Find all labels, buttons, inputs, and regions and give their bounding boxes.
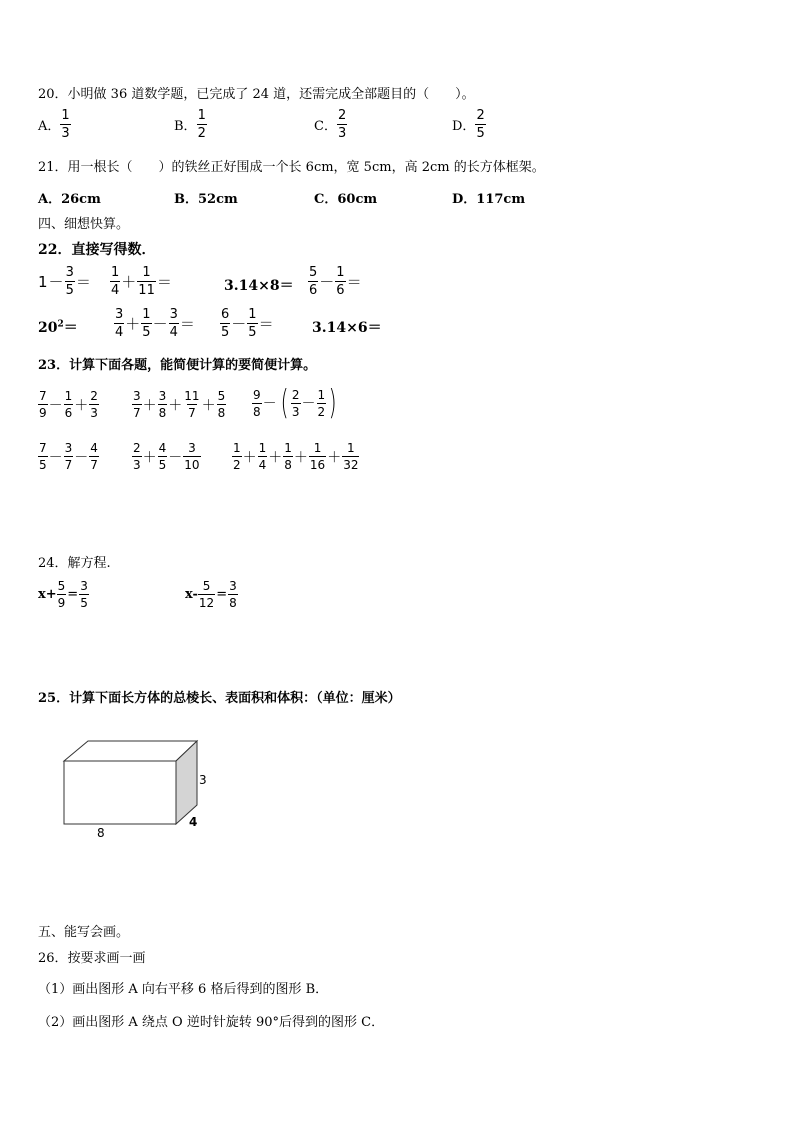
q22-expr-6: $\frac{3}{4}$ ＋ $\frac{1}{5}$ － $\frac{3}{4}$ ＝ (115, 307, 195, 340)
q26-title: 26．按要求画一画 (38, 951, 146, 966)
option-label: A． (38, 119, 61, 134)
cuboid-top-face (64, 741, 197, 761)
fraction: $\frac{1}{2}$ (197, 108, 206, 141)
fraction: $\frac{1}{3}$ (61, 108, 70, 141)
q24-title: 24．解方程. (38, 556, 111, 571)
q20-option-c (314, 109, 347, 140)
cuboid-side-face (176, 741, 197, 824)
q21-option-d: D．117cm (452, 192, 526, 207)
q22-expr-4: $\frac{5}{6}$ － $\frac{1}{6}$ ＝ (309, 265, 362, 298)
q20-option-b (174, 109, 207, 140)
cuboid-height-label: 3 (199, 773, 207, 787)
fraction: $\frac{2}{3}$ (337, 108, 347, 141)
option-label: C． (314, 119, 337, 134)
q26-part-1: （1）画出图形 A 向右平移 6 格后得到的图形 B． (38, 982, 329, 997)
q22-expr-2: $\frac{1}{4}$ ＋ $\frac{1}{11}$ ＝ (111, 265, 172, 298)
q26-part-2: （2）画出图形 A 绕点 O 逆时针旋转 90°后得到的图形 C． (38, 1015, 385, 1030)
q23-expr-2: $\frac{3}{7}$ ＋ $\frac{3}{8}$ ＋ $\frac{11}{7}$ ＋ $\frac{5}{8}$ (133, 389, 226, 420)
q22-expr-7: $\frac{6}{5}$ － $\frac{1}{5}$ ＝ (221, 307, 274, 340)
q22-title: 22．直接写得数． (38, 242, 156, 258)
right-paren: ) (328, 383, 337, 423)
q23-expr-4: $\frac{7}{5}$ － $\frac{3}{7}$ － $\frac{4}{7}$ (39, 441, 98, 472)
q22-expr-3: 3.14×8＝ (224, 278, 294, 294)
q24-equation-2: x- $\frac{5}{12}$ = $\frac{3}{8}$ (185, 579, 237, 610)
cuboid-width-label: 4 (189, 815, 198, 829)
q23-title: 23．计算下面各题，能简便计算的要简便计算。 (38, 358, 317, 373)
q22-expr-8: 3.14×6＝ (312, 320, 382, 336)
q22-expr-1: 1 － $\frac{3}{5}$ ＝ (38, 265, 91, 298)
q20-text: 20．小明做 36 道数学题，已完成了 24 道，还需完成全部题目的（ ）。 (38, 87, 475, 102)
q25-title: 25．计算下面长方体的总棱长、表面积和体积：（单位：厘米） (38, 691, 401, 706)
q23-expr-5: $\frac{2}{3}$ ＋ $\frac{4}{5}$ － $\frac{3}{10}$ (133, 441, 200, 472)
q21-option-a: A．26cm (38, 192, 101, 207)
section-5-heading: 五、能写会画。 (38, 925, 130, 940)
q22-expr-5: $20^2=$ (38, 319, 78, 336)
q20-option-a (38, 109, 71, 140)
left-paren: ( (280, 383, 289, 423)
cuboid-length-label: 8 (97, 826, 105, 840)
option-label: D． (452, 119, 476, 134)
cuboid-front-face (64, 761, 176, 824)
q20-option-d (452, 109, 486, 140)
fraction: $\frac{2}{5}$ (476, 108, 485, 141)
option-label: B． (174, 119, 197, 134)
cuboid-figure (55, 733, 235, 843)
q23-expr-6: $\frac{1}{2}$ ＋ $\frac{1}{4}$ ＋ $\frac{1}{8}$ ＋ $\frac{1}{16}$ ＋ $\frac{1}{32}$ (233, 441, 359, 472)
q21-option-c: C．60cm (314, 192, 378, 207)
q23-expr-3: $\frac{9}{8}$ － ( $\frac{2}{3}$ － $\frac{1}{2}$ ) (253, 383, 337, 423)
q21-option-b: B．52cm (174, 192, 238, 207)
q23-expr-1: $\frac{7}{9}$ － $\frac{1}{6}$ ＋ $\frac{2}{3}$ (39, 389, 98, 420)
q21-text: 21．用一根长（ ）的铁丝正好围成一个长 6cm，宽 5cm，高 2cm 的长方体框架。 (38, 160, 545, 175)
q24-equation-1: x+ $\frac{5}{9}$ = $\frac{3}{5}$ (38, 579, 88, 610)
section-4-heading: 四、细想快算。 (38, 217, 130, 232)
